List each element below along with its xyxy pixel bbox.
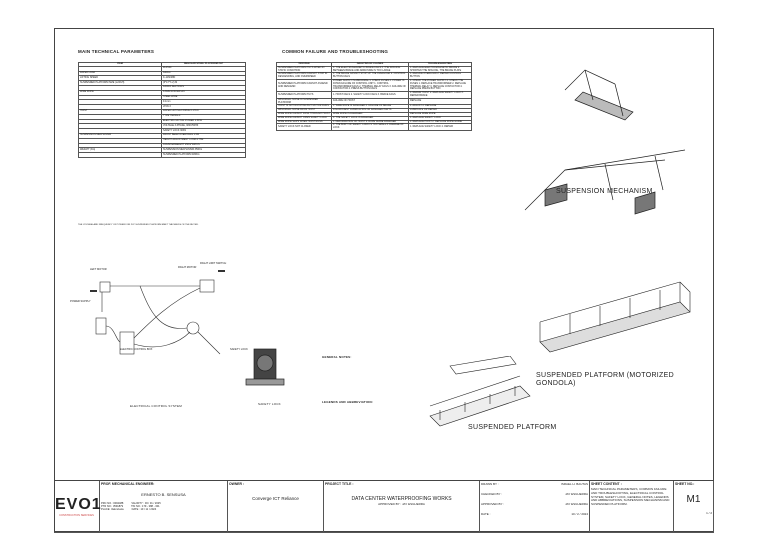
fail-row [277,79,472,91]
fail-trouble-cell: SUSPENDED PLATFORM CANNOT ASCEND AND DESCEND [277,79,332,91]
spec-value-cell: SUSPENSION MECHANISM 350KG [162,148,246,153]
sheet-content: MAIN TECHNICAL PARAMETERS, COMMON FAILURE AND TROUBLESHOOTING, ELECTRICAL CONTROL SYSTEM, SAFETY LOCK, GENERAL NOTES, LEGENDS AND ABBREVIATIONS, SUSPENSION MECHANISM AND SUSPENDED PLATFORM. [591,487,670,507]
approved-line: APPROVED BY : JAY ESGUERRA [378,502,425,506]
fail-fix-cell: 1. REDUCE OVERLOAD 2. REPAIR CONTROL BUTTON [409,73,472,80]
spec-value-cell: TYPE YEJ90L-4 [162,114,246,119]
fail-analysis-cell: 1. WIRE ROPE IS DAMAGED 2. FAILURE OF BRAKE [332,105,409,109]
mechanism-title: SUSPENSION MECHANISM [556,188,653,195]
fail-head-trouble: TROUBLE [277,63,332,67]
owner-cell [228,481,324,533]
label-control-box: ELECTRIC CONTROL BOX [120,348,153,351]
fail-fix-cell: 1. REPLACE HOIST 2. REPLACE ROPE GUIDE [409,120,472,124]
label-right-limit: RIGHT LIMIT SWITCH [200,262,227,265]
prof-label: PROF. MECHANICAL ENGINEER: [101,482,155,486]
spec-value-cell: RATED LIFTING FORCE 6.17KN [162,109,246,114]
spec-head-item: ITEM [79,63,162,67]
fail-analysis-cell: 1. THE BRAKE CANNOT STOP UP THE OVERLOAD 2. CONTROL BUTTON FAILS [332,73,409,80]
fail-trouble-cell: WIRE ROPE CANNOT PASS THROUGH HOIST [278,111,330,115]
fail-analysis-cell: 1. THE SAFETY LOCK IS DAMAGED [332,116,409,120]
label-power-supply: POWER SUPPLY [70,300,91,303]
spec-item-cell: RATED LOAD [79,71,162,76]
spec-table [78,62,246,158]
spec-value-cell: VOLTAGE 3-PHASE, 380V/50HZ [162,124,246,129]
sheet-count: 1 / 2 [706,511,712,515]
power-supply-box [96,318,106,334]
fail-head-troubleshooting: TROUBLESHOOTING [409,63,472,67]
fail-head-analysis: ANALYSIS OF CAUSES [332,63,409,67]
sheet-no-cell [674,481,714,533]
sheet-no: M1 [686,494,701,505]
spec-value-cell: 630KG [162,71,246,76]
drawn-label: DRAWN BY : [481,482,499,486]
fail-table [276,62,472,131]
drawn-by: ISRAEL H. BAUTAS [560,482,588,486]
content-label: SHEET CONTENT : [591,482,622,486]
general-notes-title: GENERAL NOTES: [322,355,352,359]
owner-label: OWNER : [229,482,245,486]
validity: VALIDITY : 03 / 31 / 2025 [131,502,161,505]
spec-value-cell: STEEL WIRE [162,95,246,100]
spec-value-cell: 9~11M/MIN [162,76,246,81]
checked-label: CHECKED BY : [481,492,503,496]
electrical-diagram [80,262,250,412]
fail-analysis-cell: FAILURE OF HOIST [332,98,409,105]
ptr-no: PTR NO.: 3591879 [101,505,124,508]
lock-caption: SAFETY LOCK [258,402,281,406]
spec-item-cell [79,153,162,158]
date-issued: DATE : 10 / 11 / 2024 [131,508,157,511]
right-motor-box [200,280,214,292]
fail-fix-cell: 1. REPLACE ELECTROMAGNETIC BRAKE 2. SHORTEN THE SPACING, THE BRAKE PLATE [409,66,472,73]
spec-value-cell: COUNTERWEIGHT 25KG*40PCS [162,143,246,148]
spec-value-cell: LTD6.3 [162,105,246,110]
engineer-name: ERNESTO B. SENSUSA [141,492,186,497]
fail-analysis-cell: INSUFFICIENT LUBRICATION OR DAMAGED PARTS [332,109,409,113]
platform2-title: SUSPENDED PLATFORM [468,424,557,431]
fail-analysis-cell: WIRE ROPE IS DAMAGED [332,112,409,116]
fail-analysis-cell: POWER SUPPLY IS ABNORMAL 1. CHECK FUSES 2. POWER IS DOWN FAILURE OF CONTROL UNIT 1. CONTROL TRANSFORMER FAILS 2. THERMAL RELAY FAILS 3. FAILURE OF CONTACTOR 4. PRESS BUTTON FAILS [332,79,409,91]
fail-analysis-cell: 1. THE ELECTROMAGNETIC BRAKE FAILS 2. THE SPACING BETWEEN BRAKE AND ARMATURE IS TOO LARGE [332,66,409,73]
fail-trouble-cell: WIRE ROPE SLIPS WHEN HOIST RUNS [277,120,332,124]
spec-value-cell: HEIGHT ADJUSTMENT 1.15M-1.75M [162,138,246,143]
spec-item-cell: WEIGHT (KG) [79,148,162,153]
spec-note: THE VOLTAGE AND FREQUENCY OF POWER FOR ZLP SUSPENDED PLATFORM MEET THE NEEDS OF THE BUYER. [78,224,199,226]
fail-fix-cell: 1. ADJUST 2. REPLACE [409,105,472,109]
logo-cell [54,481,100,533]
approved-label: APPROVED BY : [481,502,505,506]
prc-no: PRC NO.: 0092488 [101,502,124,505]
approved-by: JAY ESGUERRA [565,502,588,506]
fail-analysis-cell: 1. DEFORMATION OF HOIST 2. ROPE GUIDE DAMAGED [332,120,409,124]
fail-trouble-cell: WIRE ROPE CANNOT OPEN SAFETY LOCK [277,116,332,120]
platform-drawing [530,252,700,362]
project-title: DATA CENTER WATERPROOFING WORKS [351,496,452,502]
fail-trouble-cell: SUSPENDED PLATFORM TILTS [277,92,332,99]
spec-row [79,153,246,158]
suspension-mechanism-drawing [505,60,705,230]
fail-analysis-cell: 1. HOIST FAILS 2. SAFETY LOCK FAILS 3. BRAKE FAILS [332,92,409,99]
spec-value-cell: 120M/3 SECTIONS [162,85,246,90]
spec-item-cell: SUSPENSION MECHANISM [79,133,162,138]
fail-analysis-cell: 1. THE BODY OF SAFETY LOCK IS TOO SMALL 2. DAMAGE OF LOCK [332,124,409,131]
project-label: PROJECT TITLE : [325,482,354,486]
left-limit-switch [90,290,97,292]
fail-fix-cell: 1. REPAIR HOIST 2. REPLACE SAFETY LOCK 3. REPAIR BRAKE [409,92,472,99]
spec-item-cell: SUSPENDED PLATFORM SIZE (LxWxH) [79,81,162,86]
tin-no: TIN NO.: 179 - 388 - 301 [131,505,160,508]
safety-lock-drawing [240,335,300,395]
label-safety-lock: SAFETY LOCK [230,348,248,351]
place: PLACE: Valenzuela [101,508,124,511]
fail-fix-cell: 1. CHECK THE POWER SUPPLY 2. CHECK THE FUSES 1. REPLACE TRANSFORMER 2. REPLACE THERMAL RELAY 3. REPLACE CONTACTOR 4. REPLACE PRESS BUTTON [409,79,472,91]
project-cell [324,481,480,533]
spec-title: MAIN TECHNICAL PARAMETERS [78,49,155,54]
spec-value-cell: (6*0.7*1.2) M [162,81,246,86]
spec-value-cell: ZLP630 [162,66,246,71]
sheet-no-label: SHEET NO.: [675,482,695,486]
platform-title: SUSPENDED PLATFORM (MOTORIZED GONDOLA) [536,372,674,387]
fail-trouble-cell: SUSPENDED PLATFORM CANNOT STOP IN DESCENDING, AND OVERSPEED [277,73,332,80]
hoist-right [187,322,199,334]
fail-row [277,124,472,131]
fail-title: COMMON FAILURE AND TROUBLESHOOTING [282,49,389,54]
right-limit-switch [218,270,225,272]
date-value: 10 / 2 / 2024 [571,512,588,516]
spec-head-value: REGULAR STEEL PLATFORM ZLP [162,63,246,67]
logo-sub: CONSTRUCTION SERVICES [59,514,94,517]
fail-fix-cell: REPLACE [409,98,472,105]
label-left-motor: LEFT MOTOR [90,268,107,271]
spec-value-cell: ELECTRIC MOTOR POWER 1.5KW [162,119,246,124]
label-right-motor: RIGHT MOTOR [178,266,197,269]
fail-fix-cell: 1. REPLACE SAFETY LOCK [409,116,472,120]
spec-value-cell: SUSPENDED PLATFORM 480KG [162,153,246,158]
spec-value-cell: 8.6MM 4X31SW+FC [162,90,246,95]
spec-item-cell: WIRE ROPE [79,90,162,95]
logo-text: EVO1 [55,496,102,513]
fail-trouble-cell: SAFETY LOCK NOT CLOSED [277,124,332,131]
fail-trouble-cell: ABNORMAL NOISE FROM HOIST [277,109,332,113]
fail-trouble-cell: ABNORMAL NOISE IN SUSPENDED PLATFORM [277,98,332,105]
spec-item-cell: HOIST [79,109,162,114]
checked-by: JAY ESGUERRA [565,492,588,496]
title-block [54,480,714,533]
left-motor-box [100,282,110,292]
control-caption: ELECTRICAL CONTROL SYSTEM [130,404,182,408]
engineer-cell [100,481,228,533]
fail-fix-cell: LUBRICATE OR REPAIR [409,109,472,113]
date-label: DATE : [481,512,491,516]
sheet-content-cell [590,481,674,533]
fail-fix-cell: REPLACE WIRE ROPE [409,112,472,116]
fail-trouble-cell: HOIST IS NOT ROTATING BUT MOTOR RUNS [277,105,332,109]
spec-value-cell: SAFETY LOCK 30KN [162,129,246,134]
spec-item-cell: LIFTING SPEED [79,76,162,81]
fail-trouble-cell: SUSPENDED PLATFORM TILTS WHEN IN STATIC CONDITION [277,66,332,73]
legend-title: LEGENDS AND ABBREVIATION: [322,400,374,404]
spec-value-cell: FRONT BEAM OVERHANG 1.5M [162,133,246,138]
owner-name: Converge ICT Reliance [252,496,299,501]
fail-fix-cell: 1. REPLACE SAFETY LOCK 2. REPAIR [409,124,472,131]
signoff-cell [480,481,590,533]
spec-value-cell: 9.1mm [162,100,246,105]
